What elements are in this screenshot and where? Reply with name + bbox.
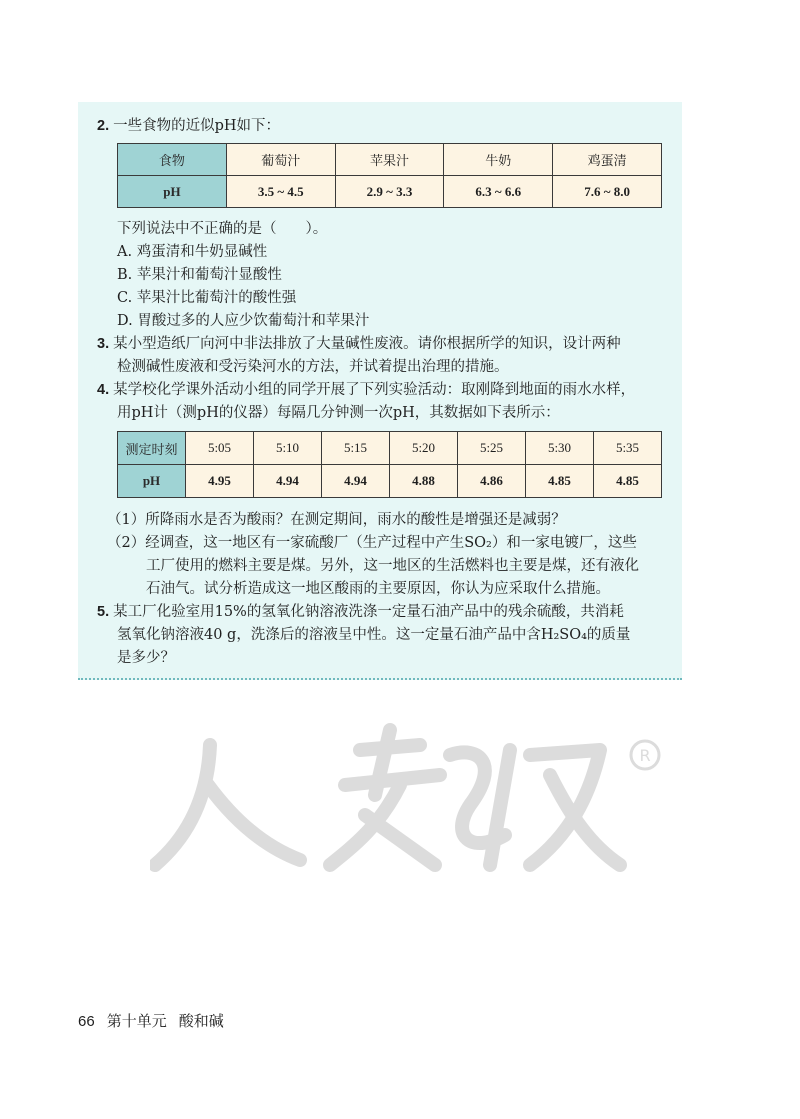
question-text: 某小型造纸厂向河中非法排放了大量碱性废液。请你根据所学的知识，设计两种 [113,336,621,352]
table-header-cell: 5:30 [526,432,594,465]
table-cell: 4.95 [186,465,254,498]
publisher-watermark-logo [150,715,670,885]
table-cell: 7.6 ~ 8.0 [553,176,662,208]
table-header-cell: 5:25 [458,432,526,465]
table-cell: 6.3 ~ 6.6 [444,176,553,208]
table-cell: 4.85 [526,465,594,498]
table-cell: 4.86 [458,465,526,498]
question-number: 3. [97,336,110,352]
question-4-sub-2-line-1: （2）经调查，这一地区有一家硫酸厂（生产过程中产生SO₂）和一家电镀厂，这些 [107,535,637,551]
unit-title: 第十单元 [106,1012,167,1030]
table-cell: 4.94 [322,465,390,498]
question-5-line-1 [97,602,624,622]
question-4-sub-1: （1）所降雨水是否为酸雨？在测定期间，雨水的酸性是增强还是减弱？ [107,512,566,528]
table-cell: 2.9 ~ 3.3 [335,176,444,208]
question-2 [97,116,280,136]
table-cell: 4.85 [594,465,662,498]
page-number: 66 [78,1013,95,1030]
question-number: 5. [97,604,110,620]
table-header-cell: 5:10 [254,432,322,465]
question-number: 4. [97,382,110,398]
table-cell: 4.94 [254,465,322,498]
table-header-cell: 葡萄汁 [226,144,335,176]
table-header-cell: 5:20 [390,432,458,465]
rain-ph-table [117,431,662,498]
option-a: A. 鸡蛋清和牛奶显碱性 [117,244,268,260]
question-5-line-3: 是多少？ [117,650,175,666]
table-row [118,176,662,208]
question-text: 一些食物的近似pH如下： [113,118,281,134]
table-header-cell: 食物 [118,144,227,176]
table-cell: 3.5 ~ 4.5 [226,176,335,208]
question-text: 某学校化学课外活动小组的同学开展了下列实验活动：取刚降到地面的雨水水样， [113,382,636,398]
table-row [118,432,662,465]
chapter-title: 酸和碱 [178,1012,224,1030]
food-ph-table [117,143,662,208]
table-header-cell: 5:15 [322,432,390,465]
table-cell: 4.88 [390,465,458,498]
question-5-line-2: 氢氧化钠溶液40 g，洗涤后的溶液呈中性。这一定量石油产品中含H₂SO₄的质量 [117,627,631,643]
table-header-cell: 苹果汁 [335,144,444,176]
question-text: 某工厂化验室用15%的氢氧化钠溶液洗涤一定量石油产品中的残余硫酸，共消耗 [113,604,624,620]
table-header-cell: 牛奶 [444,144,553,176]
option-c: C. 苹果汁比葡萄汁的酸性强 [117,290,297,306]
option-d: D. 胃酸过多的人应少饮葡萄汁和苹果汁 [117,313,370,329]
table-header-cell: 5:05 [186,432,254,465]
table-row [118,144,662,176]
question-stem: 下列说法中不正确的是（ ）。 [117,221,328,237]
question-4-line-1 [97,380,635,400]
question-4-sub-2-line-3: 石油气。试分析造成这一地区酸雨的主要原因，你认为应采取什么措施。 [146,581,610,597]
question-3-line-1 [97,334,621,354]
question-4-line-2: 用pH计（测pH的仪器）每隔几分钟测一次pH，其数据如下表所示： [117,405,560,421]
table-row-label: pH [118,465,186,498]
question-3-line-2: 检测碱性废液和受污染河水的方法，并试着提出治理的措施。 [117,359,509,375]
question-number: 2. [97,118,110,134]
question-4-sub-2-line-2: 工厂使用的燃料主要是煤。另外，这一地区的生活燃料也主要是煤，还有液化 [146,558,639,574]
svg-text:R: R [639,746,651,765]
table-header-cell: 鸡蛋清 [553,144,662,176]
option-b: B. 苹果汁和葡萄汁显酸性 [117,267,282,283]
page-footer [78,1010,224,1031]
table-row [118,465,662,498]
table-header-cell: 测定时刻 [118,432,186,465]
table-row-label: pH [118,176,227,208]
table-header-cell: 5:35 [594,432,662,465]
